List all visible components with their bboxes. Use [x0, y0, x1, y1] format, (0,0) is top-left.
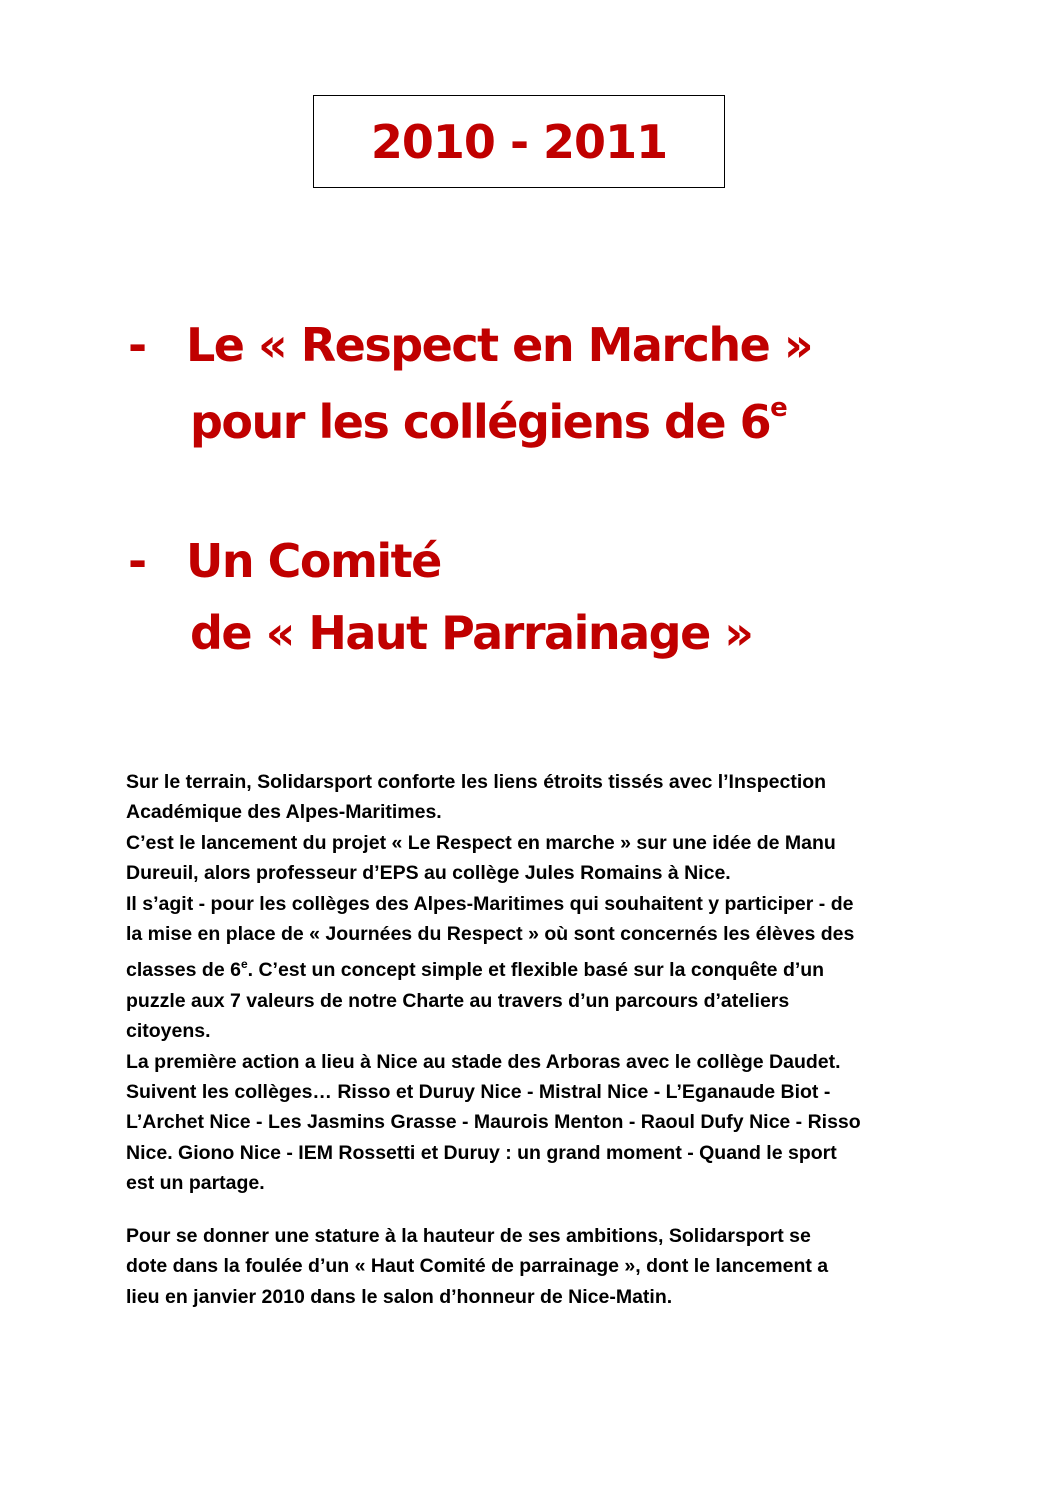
text-line: dote dans la foulée d’un « Haut Comité de parrainage », dont le lancement a: [126, 1255, 829, 1278]
text-line: Il s’agit - pour les collèges des Alpes-Maritimes qui souhaitent y participer - de: [126, 892, 854, 915]
heading-1-dash: -: [128, 318, 148, 372]
text-line: C’est le lancement du projet « Le Respect en marche » sur une idée de Manu: [126, 831, 836, 854]
text-fragment: . C’est un concept simple et flexible basé sur la conquête d’un: [247, 959, 825, 982]
year-box: [313, 95, 725, 188]
year-title: 2010 - 2011: [370, 114, 668, 169]
text-line: citoyens.: [126, 1020, 211, 1043]
text-fragment: classes de 6: [126, 959, 241, 982]
paragraph-2: [126, 1221, 946, 1312]
text-line: Pour se donner une stature à la hauteur de ses ambitions, Solidarsport se: [126, 1225, 811, 1247]
paragraph-1: [126, 767, 946, 1199]
text-line: la mise en place de « Journées du Respect » où sont concernés les élèves des: [126, 923, 855, 946]
text-line: Académique des Alpes-Maritimes.: [126, 801, 442, 824]
heading-1-line-2: [190, 393, 788, 449]
superscript: e: [240, 957, 248, 972]
text-line: est un partage.: [126, 1172, 265, 1195]
heading-2-line-2: de « Haut Parrainage »: [190, 606, 753, 660]
text-line: [126, 949, 946, 985]
heading-2-line-1: Un Comité: [186, 534, 441, 588]
text-line: La première action a lieu à Nice au stade des Arboras avec le collège Daudet.: [126, 1050, 841, 1073]
heading-1-superscript: e: [770, 393, 788, 423]
text-line: Sur le terrain, Solidarsport conforte les liens étroits tissés avec l’Inspection: [126, 771, 827, 793]
heading-1-line-1: Le « Respect en Marche »: [186, 318, 813, 372]
heading-1-line-2-text: pour les collégiens de 6: [190, 395, 771, 449]
text-line: Nice. Giono Nice - IEM Rossetti et Duruy : un grand moment - Quand le sport: [126, 1141, 837, 1164]
text-line: L’Archet Nice - Les Jasmins Grasse - Maurois Menton - Raoul Dufy Nice - Risso: [126, 1111, 861, 1134]
text-line: lieu en janvier 2010 dans le salon d’honneur de Nice-Matin.: [126, 1285, 673, 1308]
text-line: Dureuil, alors professeur d’EPS au collège Jules Romains à Nice.: [126, 862, 731, 885]
text-line: Suivent les collèges… Risso et Duruy Nice - Mistral Nice - L’Eganaude Biot -: [126, 1081, 831, 1104]
heading-2-dash: -: [128, 534, 148, 588]
text-line: puzzle aux 7 valeurs de notre Charte au travers d’un parcours d’ateliers: [126, 989, 790, 1012]
